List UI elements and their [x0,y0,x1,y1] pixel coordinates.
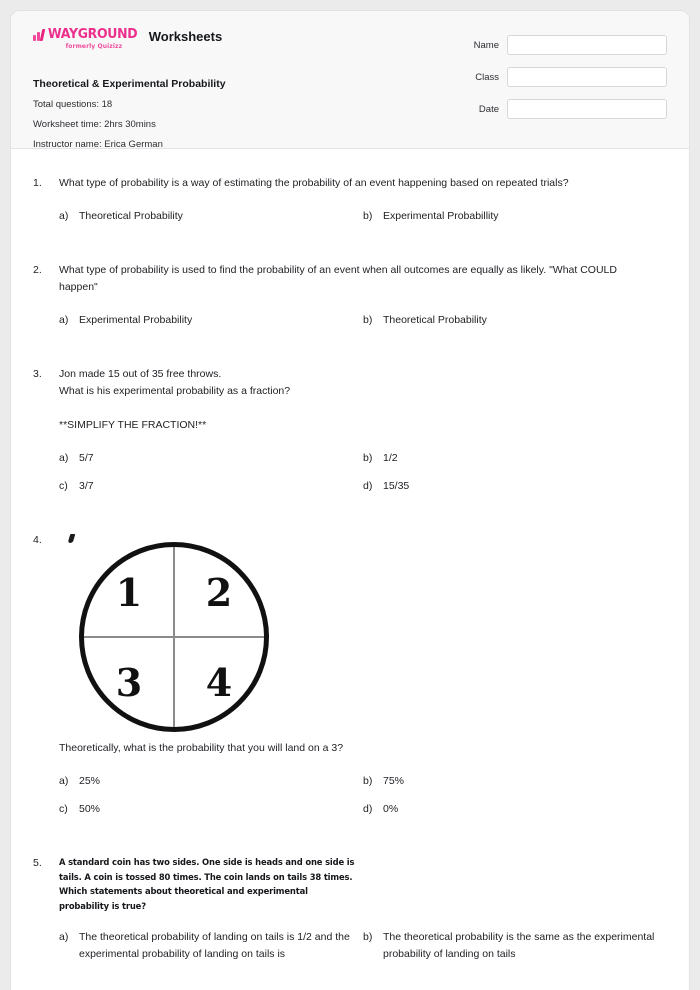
worksheet-sheet [10,10,690,990]
class-label: Class [475,71,499,83]
option-text: The theoretical probability is the same as the experimental probability of landing on tails [383,931,655,960]
question-2-option-a[interactable] [59,312,363,329]
class-input[interactable] [507,67,667,87]
field-row-date [455,99,667,119]
worksheet-title: Theoretical & Experimental Probability [33,78,226,90]
question-3-body [59,366,667,506]
option-letter: b) [363,775,373,787]
question-1-option-b[interactable] [363,208,667,225]
option-text: 25% [79,775,101,787]
product-title: Worksheets [148,29,223,44]
spinner-sector-1: 1 [115,569,143,615]
spinner-figure [69,534,269,734]
question-1-body [59,175,667,236]
logo-subtitle: formerly Quizizz [65,43,123,50]
question-5-option-b[interactable] [363,929,667,963]
question-4-option-d[interactable] [363,801,667,818]
field-row-name [455,35,667,55]
question-2-text: What type of probability is used to find the probability of an event when all outcomes are equally as likely. "What COULD happen" [59,264,617,293]
option-text: 50% [79,803,101,815]
date-label: Date [478,103,499,115]
option-text: Experimental Probabillity [383,210,499,222]
question-4-text: Theoretically, what is the probability that you will land on a 3? [59,742,344,754]
question-1-option-a[interactable] [59,208,363,225]
instructor-name: Instructor name: Erica German [33,139,163,150]
question-3-line-3: **SIMPLIFY THE FRACTION!** [59,419,207,431]
option-text: 75% [383,775,405,787]
question-4-option-c[interactable] [59,801,363,818]
option-letter: b) [363,314,373,326]
field-row-class [455,67,667,87]
question-1-number: 1. [33,177,42,189]
question-2-option-b[interactable] [363,312,667,329]
question-5-number: 5. [33,857,42,869]
option-letter: b) [363,452,373,464]
question-3-option-d[interactable] [363,478,667,495]
worksheet-header [11,11,689,149]
option-text: 3/7 [79,480,94,492]
option-letter: c) [59,480,68,492]
spinner-circle-icon [79,542,269,732]
question-5-text: A standard coin has two sides. One side is heads and one side is tails. A coin is tossed 80 times. The coin lands on tails 38 times. Which statements about theoretical and experimental probability is true? [59,857,355,911]
option-letter: d) [363,480,373,492]
option-letter: a) [59,314,69,326]
question-1-text: What type of probability is a way of estimating the probability of an event happening based on repeated trials? [59,177,569,189]
date-input[interactable] [507,99,667,119]
question-2 [33,262,667,340]
question-1-options [59,208,667,236]
question-3-line-1: Jon made 15 out of 35 free throws. [59,368,222,380]
question-4-number: 4. [33,534,42,546]
logo-wordmark: WAYGROUND [47,27,137,42]
question-2-options [59,312,667,340]
option-letter: b) [363,931,373,943]
question-3-option-c[interactable] [59,478,363,495]
option-text: Theoretical Probability [79,210,183,222]
option-letter: b) [363,210,373,222]
wayground-logo[interactable] [33,27,139,50]
question-4 [33,532,667,829]
spinner-sector-4: 4 [205,659,233,705]
question-4-option-b[interactable] [363,773,667,790]
question-2-number: 2. [33,264,42,276]
question-4-option-a[interactable] [59,773,363,790]
option-letter: a) [59,775,69,787]
question-4-body [59,532,667,829]
question-4-options [59,773,667,829]
option-letter: c) [59,803,68,815]
option-text: The theoretical probability of landing on tails is 1/2 and the experimental probability of landing on tails is [79,931,350,960]
option-text: 5/7 [79,452,94,464]
option-letter: a) [59,931,69,943]
option-text: Experimental Probability [79,314,193,326]
total-questions: Total questions: 18 [33,99,113,110]
name-input[interactable] [507,35,667,55]
question-3-gap [59,400,655,417]
question-3-option-b[interactable] [363,450,667,467]
option-text: Theoretical Probability [383,314,487,326]
student-info-fields [455,27,667,131]
option-text: 1/2 [383,452,398,464]
question-3-line-2: What is his experimental probability as a fraction? [59,385,291,397]
option-text: 15/35 [383,480,410,492]
question-3-option-a[interactable] [59,450,363,467]
question-3 [33,366,667,506]
option-letter: d) [363,803,373,815]
question-5-body [59,855,667,974]
brand-row [33,27,453,59]
question-3-text [59,366,655,434]
question-5-option-a[interactable] [59,929,363,963]
option-letter: a) [59,210,69,222]
question-3-options [59,450,667,506]
logo-bars-icon [33,29,44,41]
logo-mark-row [33,28,139,41]
name-label: Name [473,39,499,51]
question-2-body [59,262,667,340]
header-left-column [33,27,453,151]
worksheet-time: Worksheet time: 2hrs 30mins [33,119,156,130]
spinner-pointer-icon [68,534,76,543]
question-1 [33,175,667,236]
question-5 [33,855,667,974]
option-letter: a) [59,452,69,464]
question-5-options [59,929,667,974]
option-text: 0% [383,803,399,815]
question-3-number: 3. [33,368,42,380]
worksheet-body [11,149,689,974]
spinner-sector-2: 2 [205,569,233,615]
spinner-sector-3: 3 [115,659,143,705]
